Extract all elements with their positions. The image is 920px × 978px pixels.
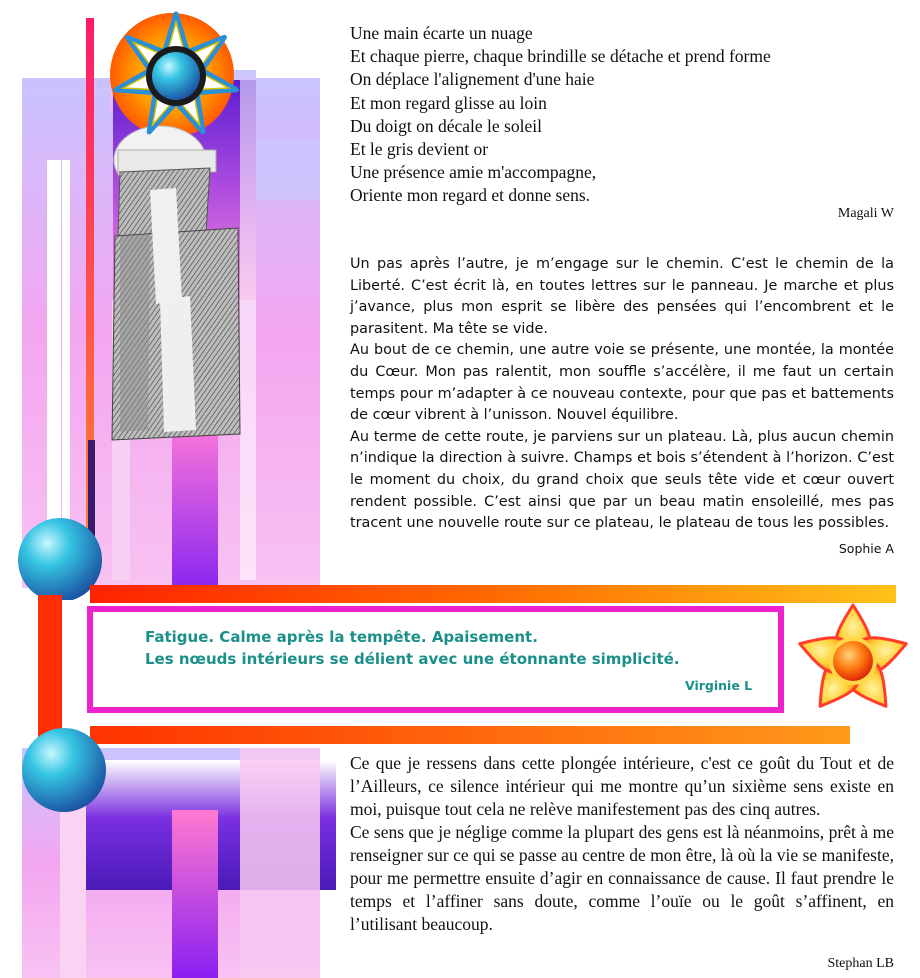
prose-author: Sophie A	[838, 541, 894, 556]
paragraph: Ce sens que je néglige comme la plupart des gens est là néanmoins, prêt à me renseigner sur ce qui se passe au centre de mon être, là où la vie se manifeste, pour me permettre ensuite d’agir en connaissance de cause. Il faut prendre le temps et l’affiner sans doute, comme l’ouïe ou le goût s’affinent, en l’utilisant beaucoup.	[350, 822, 894, 934]
paragraph: Au terme de cette route, je parviens sur un plateau. Là, plus aucun chemin n’indique la direction à suivre. Champs et bois s’étendent à l’horizon. C’est le moment du choix, du grand choix que seuls tête vide et cœur ouvert rendent possible. C’est ainsi que par un beau matin ensoleillé, mes pas tracent une nouvelle route sur ce plateau, le plateau de tous les possibles.	[350, 428, 894, 532]
poem-line: Une présence amie m'accompagne,	[350, 162, 597, 183]
banner-author: Virginie L	[685, 678, 753, 693]
paragraph: Un pas après l’autre, je m’engage sur le chemin. C’est le chemin de la Liberté. C’est écrit là, en toutes lettres sur le panneau. Je marche et plus j’avance, plus mon esprit se libère des pensées qui l’encombrent et le parasitent. Ma tête se vide.	[350, 256, 894, 337]
sphere-icon	[22, 728, 106, 812]
banner-line: Fatigue. Calme après la tempête. Apaisement.	[145, 628, 538, 646]
poem-line: Et chaque pierre, chaque brindille se détache et prend forme	[350, 46, 771, 67]
poem-author: Magali W	[837, 206, 894, 221]
poem-line: Une main écarte un nuage	[350, 23, 533, 43]
poem-line: Et mon regard glisse au loin	[350, 92, 547, 113]
prose-block-stephan	[350, 752, 894, 936]
prose-author: Stephan LB	[827, 956, 894, 971]
banner-line: Les nœuds intérieurs se délient avec une étonnante simplicité.	[145, 650, 680, 668]
poem-line: Et le gris devient or	[350, 139, 489, 160]
paragraph: Au bout de ce chemin, une autre voie se présente, une montée, la montée du Cœur. Mon pas ralentit, mon souffle s’accélère, il me faut un certain temps pour m’adapter à ce nouveau contexte, pour que pas et battements de cœur vibrent à l’unisson. Nouvel équilibre.	[350, 342, 894, 424]
orange-flower-icon	[790, 598, 916, 724]
poem-line: Oriente mon regard et donne sens.	[350, 185, 591, 206]
banner-quote	[145, 626, 680, 670]
poem-line: Du doigt on décale le soleil	[350, 115, 542, 136]
poem-line: On déplace l'alignement d'une haie	[350, 69, 595, 90]
prose-block-sophie	[350, 254, 894, 535]
poem-block	[350, 22, 895, 208]
sphere-icon	[18, 518, 102, 602]
paragraph: Ce que je ressens dans cette plongée intérieure, c'est ce goût du Tout et de l’Ailleurs, ce silence intérieur qui me montre qu’un sixième sens existe en moi, puisque tout cela ne relève manifestement pas des cinq autres.	[350, 753, 894, 819]
